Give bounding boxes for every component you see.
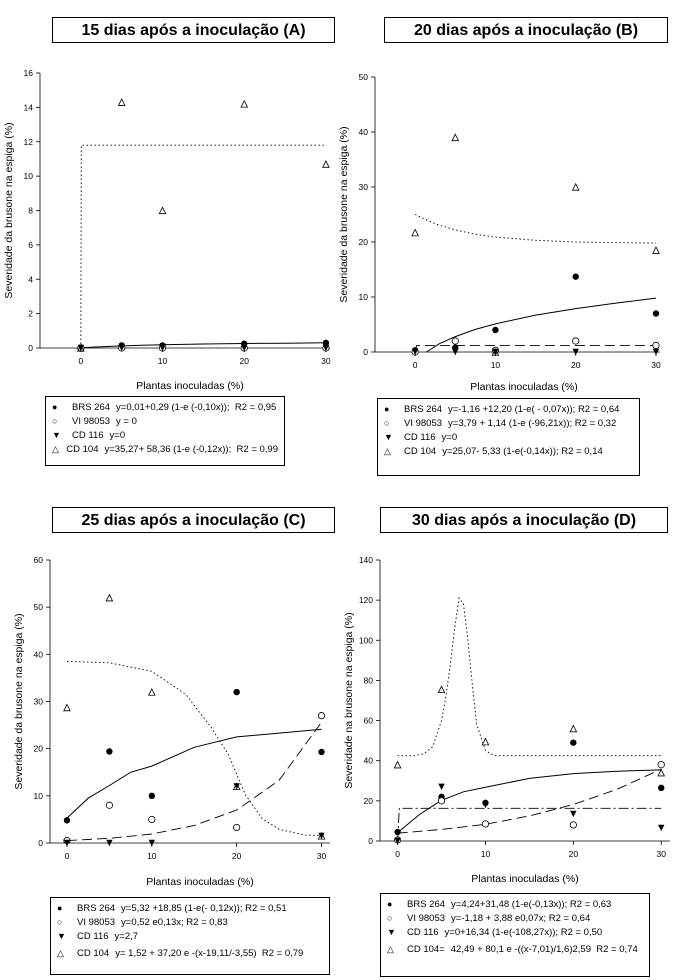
marker-filled-circle	[573, 273, 579, 279]
marker-open-circle	[318, 712, 324, 718]
chart-b	[335, 55, 685, 375]
legend-r2: R2 = 0,79	[261, 947, 304, 959]
y-tick-label: 50	[33, 602, 43, 613]
marker-filled-circle	[492, 327, 498, 333]
x-tick-label: 20	[231, 851, 242, 861]
y-tick-label: 40	[33, 649, 43, 660]
y-tick-label: 50	[358, 72, 368, 82]
legend-r2: R2 = 0,83	[186, 916, 228, 928]
marker-open-triangle-up	[412, 229, 418, 235]
fit-curve-dotted	[415, 215, 656, 244]
marker-open-triangle-up	[482, 738, 488, 744]
legend-name: CD 104	[66, 443, 99, 455]
legend-name: CD 116	[404, 431, 436, 443]
fit-curve-dotted	[81, 145, 326, 348]
legend-r2: R2 = 0,32	[574, 417, 617, 429]
legend-name: BRS 264	[72, 401, 111, 413]
fit-curve-solid	[81, 343, 326, 348]
y-tick-label: 30	[358, 182, 368, 192]
marker-filled-circle	[149, 793, 155, 799]
x-tick-label: 30	[316, 851, 327, 861]
legend-row	[387, 897, 643, 911]
legend-equation: y=0,01+0,29 (1-e (-0,10x));	[116, 401, 230, 413]
y-tick-label: 20	[358, 237, 368, 247]
marker-filled-circle	[106, 748, 112, 754]
filled-triangle-down-icon: ▼	[52, 430, 61, 440]
marker-filled-circle	[394, 829, 400, 835]
legend-equation: y=0	[441, 431, 458, 443]
marker-open-circle	[658, 762, 664, 768]
marker-open-circle	[653, 342, 659, 348]
marker-filled-triangle-down	[233, 783, 239, 789]
marker-filled-circle	[653, 310, 659, 316]
open-triangle-up-icon: △	[387, 943, 394, 954]
legend-row	[57, 943, 323, 963]
y-tick-label: 10	[23, 171, 33, 182]
y-axis-label: Severidade da brusone na espiga (%)	[338, 126, 350, 303]
y-tick-label: 16	[23, 68, 33, 78]
y-tick-label: 0	[363, 347, 368, 357]
marker-filled-circle	[570, 739, 576, 745]
filled-triangle-down-icon: ▼	[384, 432, 393, 442]
x-tick-label: 30	[321, 356, 331, 366]
series-brs-264	[394, 739, 664, 835]
x-tick-label: 0	[78, 356, 84, 366]
chart-a	[0, 55, 340, 375]
marker-filled-circle	[233, 689, 239, 695]
series-cd-116	[64, 783, 325, 846]
open-circle-icon: ○	[52, 416, 58, 426]
x-tick-label: 0	[395, 849, 400, 859]
y-tick-label: 120	[358, 595, 373, 606]
marker-filled-circle	[318, 749, 324, 755]
panel-c-xlabel: Plantas inoculadas (%)	[146, 876, 254, 888]
marker-open-circle	[233, 824, 239, 830]
y-tick-label: 8	[28, 205, 33, 216]
fit-curve-solid	[398, 770, 662, 833]
marker-open-triangle-up	[653, 247, 659, 253]
legend-row	[52, 428, 278, 442]
legend-name: CD 104	[77, 947, 110, 959]
panel-b-legend	[377, 398, 640, 476]
marker-filled-triangle-down	[438, 784, 444, 790]
y-tick-label: 80	[363, 675, 373, 686]
panel-b-xlabel: Plantas inoculadas (%)	[470, 381, 578, 393]
legend-row	[384, 444, 633, 458]
marker-open-triangle-up	[452, 134, 458, 140]
x-tick-label: 10	[490, 360, 501, 370]
y-tick-label: 60	[363, 715, 373, 726]
x-tick-label: 0	[64, 851, 70, 861]
legend-r2: R2 = 0,99	[236, 443, 278, 455]
panel-d-xlabel: Plantas inoculadas (%)	[471, 873, 579, 885]
legend-row	[52, 442, 278, 456]
open-triangle-up-icon: △	[57, 947, 64, 958]
marker-open-circle	[570, 822, 576, 828]
filled-circle-icon: ●	[57, 903, 63, 913]
series-cd-116	[394, 784, 664, 845]
marker-open-triangle-up	[323, 161, 329, 167]
open-triangle-up-icon: △	[384, 445, 391, 456]
fit-curve-solid	[67, 729, 322, 818]
marker-open-triangle-up	[394, 762, 400, 768]
marker-open-triangle-up	[118, 99, 124, 105]
legend-name: CD 104=	[407, 943, 445, 955]
open-triangle-up-icon: △	[52, 443, 59, 454]
y-tick-label: 2	[28, 308, 33, 319]
legend-row	[57, 929, 323, 943]
marker-open-triangle-up	[241, 101, 247, 107]
y-tick-label: 10	[358, 292, 368, 302]
marker-filled-circle	[64, 817, 70, 823]
filled-circle-icon: ●	[384, 404, 390, 414]
legend-r2: R2 = 0,64	[548, 912, 591, 924]
fit-curve-dash-dot	[398, 808, 662, 841]
y-tick-label: 14	[23, 102, 33, 113]
x-tick-label: 10	[157, 356, 168, 366]
open-circle-icon: ○	[384, 418, 390, 428]
y-tick-label: 40	[358, 127, 368, 137]
panel-d-title: 30 dias após a inoculação (D)	[380, 507, 668, 533]
y-tick-label: 6	[28, 239, 33, 250]
marker-filled-circle	[658, 785, 664, 791]
legend-r2: R2 = 0,74	[596, 943, 638, 955]
legend-name: VI 98053	[77, 916, 116, 928]
marker-open-circle	[106, 802, 112, 808]
legend-name: BRS 264	[404, 403, 443, 415]
series-vi-98053	[394, 762, 664, 844]
legend-equation: y=-1,18 + 3,88 e0,07x;	[451, 912, 547, 924]
legend-row	[384, 402, 633, 416]
legend-r2: R2 = 0,95	[234, 401, 277, 413]
y-tick-label: 12	[23, 136, 33, 147]
legend-name: CD 104	[404, 445, 437, 457]
y-axis-label: Severidade da brusone na espiga (%)	[3, 122, 15, 299]
legend-equation: y=2,7	[114, 930, 139, 942]
y-tick-label: 30	[33, 696, 43, 707]
y-tick-label: 40	[363, 755, 373, 766]
panel-c-legend	[50, 897, 330, 975]
legend-row	[387, 911, 643, 925]
marker-open-triangle-up	[106, 595, 112, 601]
filled-triangle-down-icon: ▼	[57, 931, 66, 941]
series-cd-104	[394, 686, 664, 776]
series-cd-104	[78, 99, 329, 351]
legend-equation: y=4,24+31,48 (1-e(-0,13x));	[451, 898, 568, 910]
x-tick-label: 30	[656, 849, 666, 859]
panel-c-title: 25 dias após a inoculação (C)	[52, 507, 335, 533]
y-tick-label: 4	[28, 274, 33, 285]
legend-name: CD 116	[77, 930, 109, 942]
marker-open-triangle-up	[570, 725, 576, 731]
legend-equation: 42,49 + 80,1 e -((x-7,01)/1,6)2,59	[450, 943, 591, 955]
legend-r2: R2 = 0,63	[569, 898, 612, 910]
marker-open-circle	[438, 798, 444, 804]
legend-equation: y=0+16,34 (1-e(-108,27x));	[444, 926, 559, 938]
panel-b-title: 20 dias após a inoculação (B)	[384, 17, 668, 43]
panel-a-title: 15 dias após a inoculação (A)	[52, 17, 335, 43]
legend-row	[387, 939, 643, 959]
legend-equation: y= 1,52 + 37,20 e -(x-19,11/-3,55)	[115, 947, 257, 959]
chart-c	[0, 548, 340, 873]
x-tick-label: 30	[651, 360, 661, 370]
legend-row	[52, 400, 278, 414]
legend-name: CD 116	[72, 429, 104, 441]
x-tick-label: 0	[412, 360, 418, 370]
legend-row	[384, 416, 633, 430]
panel-d-legend	[380, 893, 650, 977]
x-tick-label: 20	[568, 849, 579, 859]
legend-equation: y = 0	[116, 415, 137, 427]
chart-d	[335, 548, 685, 870]
series-brs-264	[78, 340, 329, 352]
legend-row	[387, 925, 643, 939]
legend-r2: R2 = 0,50	[560, 926, 603, 938]
legend-row	[52, 414, 278, 428]
marker-open-triangle-up	[64, 704, 70, 710]
x-tick-label: 20	[239, 356, 249, 366]
series-cd-104	[64, 595, 325, 840]
y-axis-label: Severidade na brusone na espiga (%)	[343, 612, 355, 789]
panel-a-xlabel: Plantas inoculadas (%)	[136, 380, 244, 392]
legend-name: BRS 264	[407, 898, 446, 910]
legend-equation: y=3,79 + 1,14 (1-e (-96,21x));	[448, 417, 573, 429]
marker-open-triangle-up	[438, 686, 444, 692]
x-tick-label: 20	[570, 360, 581, 370]
fit-curve-dashed	[415, 345, 656, 352]
legend-name: CD 116	[407, 926, 439, 938]
open-circle-icon: ○	[387, 913, 393, 923]
legend-row	[57, 915, 323, 929]
x-tick-label: 10	[480, 849, 491, 859]
marker-open-circle	[452, 338, 458, 344]
y-tick-label: 10	[33, 790, 43, 801]
legend-name: VI 98053	[407, 912, 446, 924]
y-tick-label: 0	[368, 836, 373, 846]
fit-curve-dashed	[67, 722, 322, 840]
y-tick-label: 20	[33, 743, 43, 754]
fit-curve-dotted	[398, 598, 662, 756]
marker-open-triangle-up	[159, 207, 165, 213]
marker-filled-triangle-down	[570, 811, 576, 817]
series-vi-98053	[412, 338, 659, 355]
y-tick-label: 0	[28, 343, 33, 353]
legend-equation: y=35,27+ 58,36 (1-e (-0,12x));	[104, 443, 232, 455]
y-tick-label: 140	[358, 555, 373, 565]
series-brs-264	[412, 273, 659, 353]
legend-equation: y=5,32 +18,85 (1-e(- 0,12x));	[121, 902, 243, 914]
legend-equation: y=-1,16 +12,20 (1-e( - 0,07x));	[448, 403, 576, 415]
legend-r2: R2 = 0,14	[561, 445, 603, 457]
marker-open-triangle-up	[149, 689, 155, 695]
y-axis-label: Severidade da brusone na espiga (%)	[13, 613, 25, 790]
fit-curve-dotted	[67, 661, 322, 835]
marker-open-circle	[573, 338, 579, 344]
x-tick-label: 10	[147, 851, 157, 861]
marker-filled-triangle-down	[318, 833, 324, 839]
marker-open-circle	[482, 821, 488, 827]
marker-open-triangle-up	[573, 184, 579, 190]
legend-r2: R2 = 0,64	[577, 403, 620, 415]
y-tick-label: 60	[33, 555, 43, 565]
legend-name: VI 98053	[404, 417, 443, 429]
legend-r2: R2 = 0,51	[245, 902, 287, 914]
legend-equation: y=0	[109, 429, 126, 441]
legend-name: VI 98053	[72, 415, 111, 427]
legend-equation: y=0,52 e0,13x;	[121, 916, 184, 928]
filled-circle-icon: ●	[52, 402, 58, 412]
series-cd-104	[412, 134, 659, 355]
legend-row	[384, 430, 633, 444]
fit-curve-solid	[426, 298, 656, 352]
legend-equation: y=25,07- 5,33 (1-e(-0,14x));	[442, 445, 559, 457]
filled-circle-icon: ●	[387, 899, 393, 909]
series-brs-264	[64, 689, 325, 824]
legend-name: BRS 264	[77, 902, 116, 914]
y-tick-label: 0	[38, 838, 43, 848]
y-tick-label: 100	[358, 635, 373, 646]
y-tick-label: 20	[363, 795, 373, 806]
marker-filled-triangle-down	[658, 825, 664, 831]
marker-open-circle	[149, 816, 155, 822]
filled-triangle-down-icon: ▼	[387, 927, 396, 937]
legend-row	[57, 901, 323, 915]
panel-a-legend	[45, 396, 285, 466]
open-circle-icon: ○	[57, 917, 63, 927]
